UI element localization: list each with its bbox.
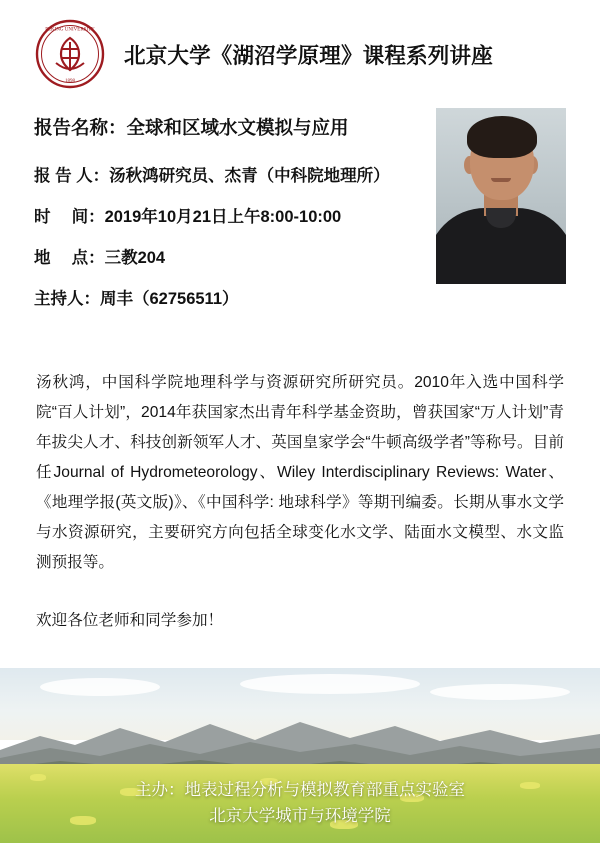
- talk-info-section: [0, 86, 600, 309]
- portrait-eye-left: [482, 152, 491, 156]
- footer-organizer: 主办：地表过程分析与模拟教育部重点实验室: [135, 781, 465, 799]
- cloud: [40, 678, 160, 696]
- footer-credits: [0, 777, 600, 829]
- peking-university-seal-icon: [34, 18, 106, 90]
- portrait-hair: [467, 116, 537, 158]
- bio-paragraph: 汤秋鸿，中国科学院地理科学与资源研究所研究员。2010年入选中国科学院“百人计划”，2014年获国家杰出青年科学基金资助，曾获国家“万人计划”青年拔尖人才、科技创新领军人才、英国皇家学会“牛顿高级学者”等称号。目前任Journal of Hydrometeorology、Wiley Interdisciplinary Reviews: Water、《地理学报(英文版)》、《中国科学: 地球科学》等期刊编委。长期从事水文学与水资源研究，主要研究方向包括全球变化水文学、陆面水文模型、水文监测预报等。: [36, 374, 564, 571]
- talk-host: 主持人：周丰（62756511）: [34, 290, 239, 308]
- talk-time: 时 间：2019年10月21日上午8:00-10:00: [34, 208, 342, 226]
- talk-speaker: 报 告 人：汤秋鸿研究员、杰青（中科院地理所）: [34, 167, 390, 185]
- svg-text:PEKING UNIVERSITY: PEKING UNIVERSITY: [45, 27, 95, 33]
- talk-title: 报告名称：全球和区域水文模拟与应用: [34, 117, 349, 138]
- portrait-eye-right: [511, 152, 520, 156]
- footer-college: 北京大学城市与环境学院: [209, 807, 391, 825]
- welcome-note: 欢迎各位老师和同学参加！: [36, 612, 224, 629]
- portrait-mouth: [491, 178, 511, 182]
- svg-text:1898: 1898: [65, 79, 75, 84]
- talk-place: 地 点：三教204: [34, 249, 166, 267]
- page-title: 北京大学《湖沼学原理》课程系列讲座: [124, 43, 493, 68]
- poster-header: [0, 0, 600, 86]
- cloud: [240, 674, 420, 694]
- speaker-biography: [0, 326, 600, 636]
- poster-footer-image: [0, 668, 600, 843]
- speaker-portrait: [436, 108, 566, 284]
- talk-info-rows: [34, 114, 414, 309]
